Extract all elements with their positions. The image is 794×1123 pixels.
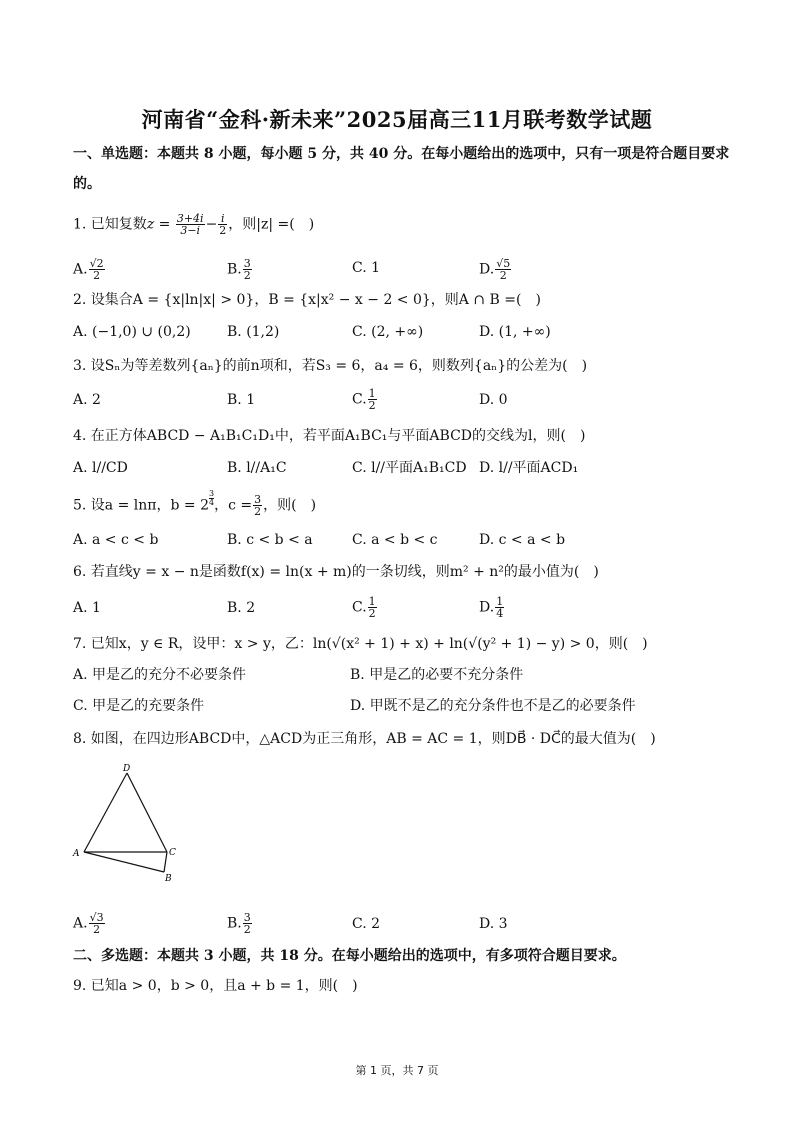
q3-option-d[interactable]: D. 0 bbox=[479, 392, 508, 408]
q2-option-b[interactable]: B. (1,2) bbox=[227, 324, 280, 340]
q1-option-c[interactable]: C. 1 bbox=[352, 260, 381, 276]
question-1: 1. 已知复数z = $\frac{3+4i}{3-i}$ − $\frac{i}{2}$ ，则|z| =( ) bbox=[73, 212, 315, 237]
question-2: 2. 设集合A = {x|ln|x| > 0}，B = {x|x² − x − 2 < 0}，则A ∩ B =( ) bbox=[73, 292, 541, 308]
q8-option-c[interactable]: C. 2 bbox=[352, 916, 381, 932]
q5-option-b[interactable]: B. c < b < a bbox=[227, 532, 313, 548]
section-1-line-1: 一、单选题：本题共 8 小题，每小题 5 分，共 40 分。在每小题给出的选项中，只有一项是符合题目要求 bbox=[73, 146, 730, 162]
q7-option-a[interactable]: A. 甲是乙的充分不必要条件 bbox=[73, 667, 247, 683]
q4-option-a[interactable]: A. l//CD bbox=[73, 460, 128, 476]
q7-option-d[interactable]: D. 甲既不是乙的充分条件也不是乙的必要条件 bbox=[350, 698, 636, 714]
label-b: B bbox=[165, 874, 172, 884]
q3-option-c[interactable]: C. $\frac{1}{2}$ bbox=[352, 387, 376, 412]
q2-option-d[interactable]: D. (1, +∞) bbox=[479, 324, 551, 340]
q5-option-d[interactable]: D. c < a < b bbox=[479, 532, 566, 548]
q7-option-b[interactable]: B. 甲是乙的必要不充分条件 bbox=[350, 667, 524, 683]
q3-option-b[interactable]: B. 1 bbox=[227, 392, 256, 408]
label-a: A bbox=[73, 849, 80, 859]
question-4: 4. 在正方体ABCD − A₁B₁C₁D₁中，若平面A₁BC₁与平面ABCD的交线为l，则( ) bbox=[73, 428, 586, 444]
q4-option-d[interactable]: D. l//平面ACD₁ bbox=[479, 460, 579, 476]
q5-option-c[interactable]: C. a < b < c bbox=[352, 532, 438, 548]
q3-option-a[interactable]: A. 2 bbox=[73, 392, 101, 408]
question-8: 8. 如图，在四边形ABCD中，△ACD为正三角形，AB = AC = 1，则DB⃗ · DC⃗的最大值为( ) bbox=[73, 731, 656, 747]
fraction: $\frac{3}{2}$ bbox=[254, 493, 262, 518]
q8-option-d[interactable]: D. 3 bbox=[479, 916, 508, 932]
q2-option-c[interactable]: C. (2, +∞) bbox=[352, 324, 424, 340]
section-2-heading: 二、多选题：本题共 3 小题，共 18 分。在每小题给出的选项中，有多项符合题目要求。 bbox=[73, 948, 626, 964]
q1-option-b[interactable]: B. $\frac{3}{2}$ bbox=[227, 257, 251, 282]
label-d: D bbox=[123, 764, 131, 774]
q4-option-c[interactable]: C. l//平面A₁B₁CD bbox=[352, 460, 467, 476]
quadrilateral-figure bbox=[68, 760, 188, 890]
q4-option-b[interactable]: B. l//A₁C bbox=[227, 460, 287, 476]
question-6: 6. 若直线y = x − n是函数f(x) = ln(x + m)的一条切线，则m² + n²的最小值为( ) bbox=[73, 564, 599, 580]
q1-option-d[interactable]: D. $\frac{√5}{2}$ bbox=[479, 257, 511, 282]
q1-option-a[interactable]: A. $\frac{√2}{2}$ bbox=[73, 257, 104, 282]
edge-ab bbox=[84, 852, 164, 872]
question-7: 7. 已知x，y ∈ R，设甲：x > y，乙：ln(√(x² + 1) + x) + ln(√(y² + 1) − y) > 0，则( ) bbox=[73, 636, 648, 652]
q5-option-a[interactable]: A. a < c < b bbox=[73, 532, 159, 548]
exponent: $\frac{3}{4}$ bbox=[208, 489, 215, 507]
triangle-lines bbox=[84, 773, 167, 872]
section-1-heading bbox=[73, 139, 733, 199]
label-c: C bbox=[169, 848, 176, 858]
q8-option-b[interactable]: B. $\frac{3}{2}$ bbox=[227, 911, 251, 936]
section-1-line-2: 的。 bbox=[73, 176, 101, 192]
fraction: $\frac{3+4i}{3-i}$ bbox=[176, 212, 204, 237]
edge-ad bbox=[84, 773, 127, 852]
question-5: 5. 设a = lnπ，b = 2 $\frac{3}{4}$ ，c = $\frac{3}{2}$ ，则( ) bbox=[73, 489, 317, 518]
page-footer: 第 1 页，共 7 页 bbox=[355, 1064, 439, 1077]
q2-option-a[interactable]: A. (−1,0) ∪ (0,2) bbox=[73, 324, 191, 340]
q6-option-c[interactable]: C. $\frac{1}{2}$ bbox=[352, 595, 376, 620]
page-title: 河南省“金科·新未来”2025届高三11月联考数学试题 bbox=[141, 107, 653, 132]
edge-cb bbox=[164, 852, 167, 872]
edge-dc bbox=[127, 773, 167, 852]
fraction: $\frac{i}{2}$ bbox=[219, 212, 227, 237]
question-9: 9. 已知a > 0，b > 0，且a + b = 1，则( ) bbox=[73, 978, 358, 994]
q6-option-d[interactable]: D. $\frac{1}{4}$ bbox=[479, 595, 504, 620]
q8-option-a[interactable]: A. $\frac{√3}{2}$ bbox=[73, 911, 104, 936]
q7-option-c[interactable]: C. 甲是乙的充要条件 bbox=[73, 698, 205, 714]
q6-option-b[interactable]: B. 2 bbox=[227, 600, 256, 616]
q6-option-a[interactable]: A. 1 bbox=[73, 600, 101, 616]
question-3: 3. 设Sₙ为等差数列{aₙ}的前n项和，若S₃ = 6，a₄ = 6，则数列{aₙ}的公差为( ) bbox=[73, 358, 588, 374]
